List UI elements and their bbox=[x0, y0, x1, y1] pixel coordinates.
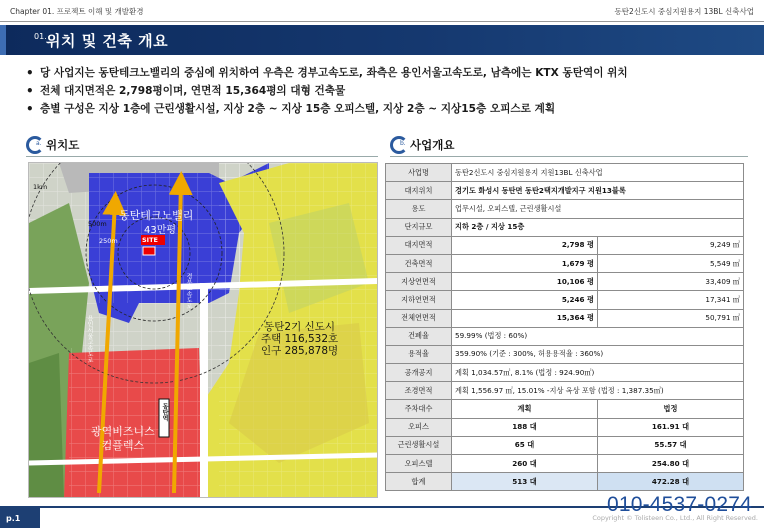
table-row bbox=[386, 236, 744, 254]
location-heading-label: 위치도 bbox=[46, 138, 80, 152]
row-label: 사업명 bbox=[386, 164, 452, 182]
ring-marker-icon bbox=[390, 136, 408, 154]
row-value: 동탄2신도시 중심지원용지 지원13BL 신축사업 bbox=[452, 164, 744, 182]
row-value: 업무시설, 오피스텔, 근린생활시설 bbox=[452, 200, 744, 218]
row-label: 건폐율 bbox=[386, 327, 452, 345]
business-line1: 광역비즈니스 bbox=[91, 425, 155, 438]
bullet-item: • 전체 대지면적은 2,798평이며, 연면적 15,364평의 대형 건축물 bbox=[26, 82, 746, 100]
location-rule bbox=[26, 156, 378, 157]
row-label: 전체연면적 bbox=[386, 309, 452, 327]
chapter-title: Chapter 01. 프로젝트 이해 및 개발환경 bbox=[10, 6, 144, 16]
newtown-name: 동탄2기 신도시 bbox=[264, 321, 336, 333]
parking-row bbox=[386, 436, 744, 454]
location-map bbox=[28, 162, 378, 498]
summary-bullets bbox=[26, 64, 746, 118]
table-row bbox=[386, 345, 744, 363]
business-complex-label bbox=[91, 425, 155, 453]
row-label: 단지규모 bbox=[386, 218, 452, 236]
table-row bbox=[386, 200, 744, 218]
parking-total-row bbox=[386, 473, 744, 491]
row-label: 건축면적 bbox=[386, 254, 452, 272]
ring-1km-label: 1km bbox=[33, 183, 48, 191]
parking-row-label: 오피스텔 bbox=[386, 455, 452, 473]
band-accent bbox=[0, 25, 6, 55]
table-row bbox=[386, 218, 744, 236]
copyright: Copyright © Tolisteen Co., Ltd., All Right Reserved. bbox=[592, 514, 758, 522]
header-divider bbox=[0, 21, 764, 22]
row-value: 계획 1,556.97 ㎡, 15.01% -지상 옥상 포함 (법정 : 1,387.35㎡) bbox=[452, 382, 744, 400]
row-label: 지상연면적 bbox=[386, 273, 452, 291]
parking-legal: 55.57 대 bbox=[598, 436, 744, 454]
row-value: 1,679 평 bbox=[452, 254, 598, 272]
marker-letter: a. bbox=[36, 140, 42, 147]
section-number: 01. bbox=[34, 32, 47, 41]
row-sub-value: 5,549 ㎡ bbox=[598, 254, 744, 272]
row-value: 경기도 화성시 동탄면 동탄2택지개발지구 지원13블록 bbox=[452, 182, 744, 200]
parking-legal-total: 472.28 대 bbox=[598, 473, 744, 491]
parking-legal: 254.80 대 bbox=[598, 455, 744, 473]
table-row bbox=[386, 364, 744, 382]
techno-area-label: 43만평 bbox=[144, 225, 177, 236]
table-row bbox=[386, 291, 744, 309]
table-row bbox=[386, 382, 744, 400]
row-label: 조경면적 bbox=[386, 382, 452, 400]
row-sub-value: 17,341 ㎡ bbox=[598, 291, 744, 309]
row-label: 대지위치 bbox=[386, 182, 452, 200]
parking-legal: 161.91 대 bbox=[598, 418, 744, 436]
table-row bbox=[386, 273, 744, 291]
row-label: 공개공지 bbox=[386, 364, 452, 382]
table-row bbox=[386, 164, 744, 182]
parking-header-row bbox=[386, 400, 744, 418]
business-line2: 컴플렉스 bbox=[101, 439, 145, 452]
parking-plan-total: 513 대 bbox=[452, 473, 598, 491]
table-row bbox=[386, 309, 744, 327]
row-label: 지하연면적 bbox=[386, 291, 452, 309]
page-number: p.1 bbox=[0, 508, 40, 528]
row-sub-value: 33,409 ㎡ bbox=[598, 273, 744, 291]
ring-500m-label: 500m bbox=[88, 220, 107, 228]
table-row bbox=[386, 327, 744, 345]
phone-number: 010-4537-0274 bbox=[606, 493, 752, 516]
bullet-item: • 당 사업지는 동탄테크노밸리의 중심에 위치하여 우측은 경부고속도로, 좌측은 용인서울고속도로, 남측에는 KTX 동탄역이 위치 bbox=[26, 64, 746, 82]
section-title-band bbox=[0, 25, 764, 55]
station-label: 동탄역 bbox=[161, 403, 168, 421]
parking-row bbox=[386, 418, 744, 436]
location-heading bbox=[26, 136, 79, 154]
parking-row-label: 오피스 bbox=[386, 418, 452, 436]
row-label: 용적율 bbox=[386, 345, 452, 363]
table-row bbox=[386, 182, 744, 200]
overview-table bbox=[385, 163, 744, 491]
parking-plan: 65 대 bbox=[452, 436, 598, 454]
parking-plan: 188 대 bbox=[452, 418, 598, 436]
row-value: 계획 1,034.57㎡, 8.1% (법정 : 924.90㎡) bbox=[452, 364, 744, 382]
parking-row-label: 합계 bbox=[386, 473, 452, 491]
parking-col-legal: 법정 bbox=[598, 400, 744, 418]
techno-valley-label: 동탄테크노밸리 bbox=[119, 209, 194, 222]
parking-row-label: 근린생활시설 bbox=[386, 436, 452, 454]
row-value: 10,106 평 bbox=[452, 273, 598, 291]
newtown-housing: 주택 116,532호 bbox=[261, 333, 339, 345]
section-title: 위치 및 건축 개요 bbox=[46, 32, 169, 50]
row-label: 대지면적 bbox=[386, 236, 452, 254]
west-expressway-label: 용인서울고속도로 bbox=[86, 315, 93, 363]
marker-letter: b. bbox=[400, 140, 406, 147]
parking-row bbox=[386, 455, 744, 473]
table-row bbox=[386, 254, 744, 272]
newtown-population: 인구 285,878명 bbox=[261, 345, 339, 357]
row-value: 5,246 평 bbox=[452, 291, 598, 309]
row-label: 용도 bbox=[386, 200, 452, 218]
ring-marker-icon bbox=[26, 136, 44, 154]
overview-heading bbox=[390, 136, 454, 154]
row-value: 59.99% (법정 : 60%) bbox=[452, 327, 744, 345]
parking-col-plan: 계획 bbox=[452, 400, 598, 418]
parking-label: 주차대수 bbox=[386, 400, 452, 418]
row-value: 359.90% (기준 : 300%, 허용용적율 : 360%) bbox=[452, 345, 744, 363]
row-value: 2,798 평 bbox=[452, 236, 598, 254]
row-value: 지하 2층 / 지상 15층 bbox=[452, 218, 744, 236]
top-bar bbox=[0, 0, 764, 22]
east-expressway-label: 경부고속도로 bbox=[185, 273, 192, 309]
bullet-item: • 층별 구성은 지상 1층에 근린생활시설, 지상 2층 ~ 지상 15층 오피스텔, 지상 2층 ~ 지상15층 오피스로 계획 bbox=[26, 100, 746, 118]
overview-heading-label: 사업개요 bbox=[410, 138, 455, 152]
ring-250m-label: 250m bbox=[99, 237, 118, 245]
site-marker bbox=[143, 247, 155, 255]
project-title: 동탄2신도시 중심지원용지 13BL 신축사업 bbox=[614, 6, 754, 16]
row-value: 15,364 평 bbox=[452, 309, 598, 327]
row-sub-value: 9,249 ㎡ bbox=[598, 236, 744, 254]
newtown-label bbox=[261, 321, 338, 357]
parking-plan: 260 대 bbox=[452, 455, 598, 473]
overview-rule bbox=[390, 156, 748, 157]
row-sub-value: 50,791 ㎡ bbox=[598, 309, 744, 327]
site-label: SITE bbox=[142, 236, 158, 244]
